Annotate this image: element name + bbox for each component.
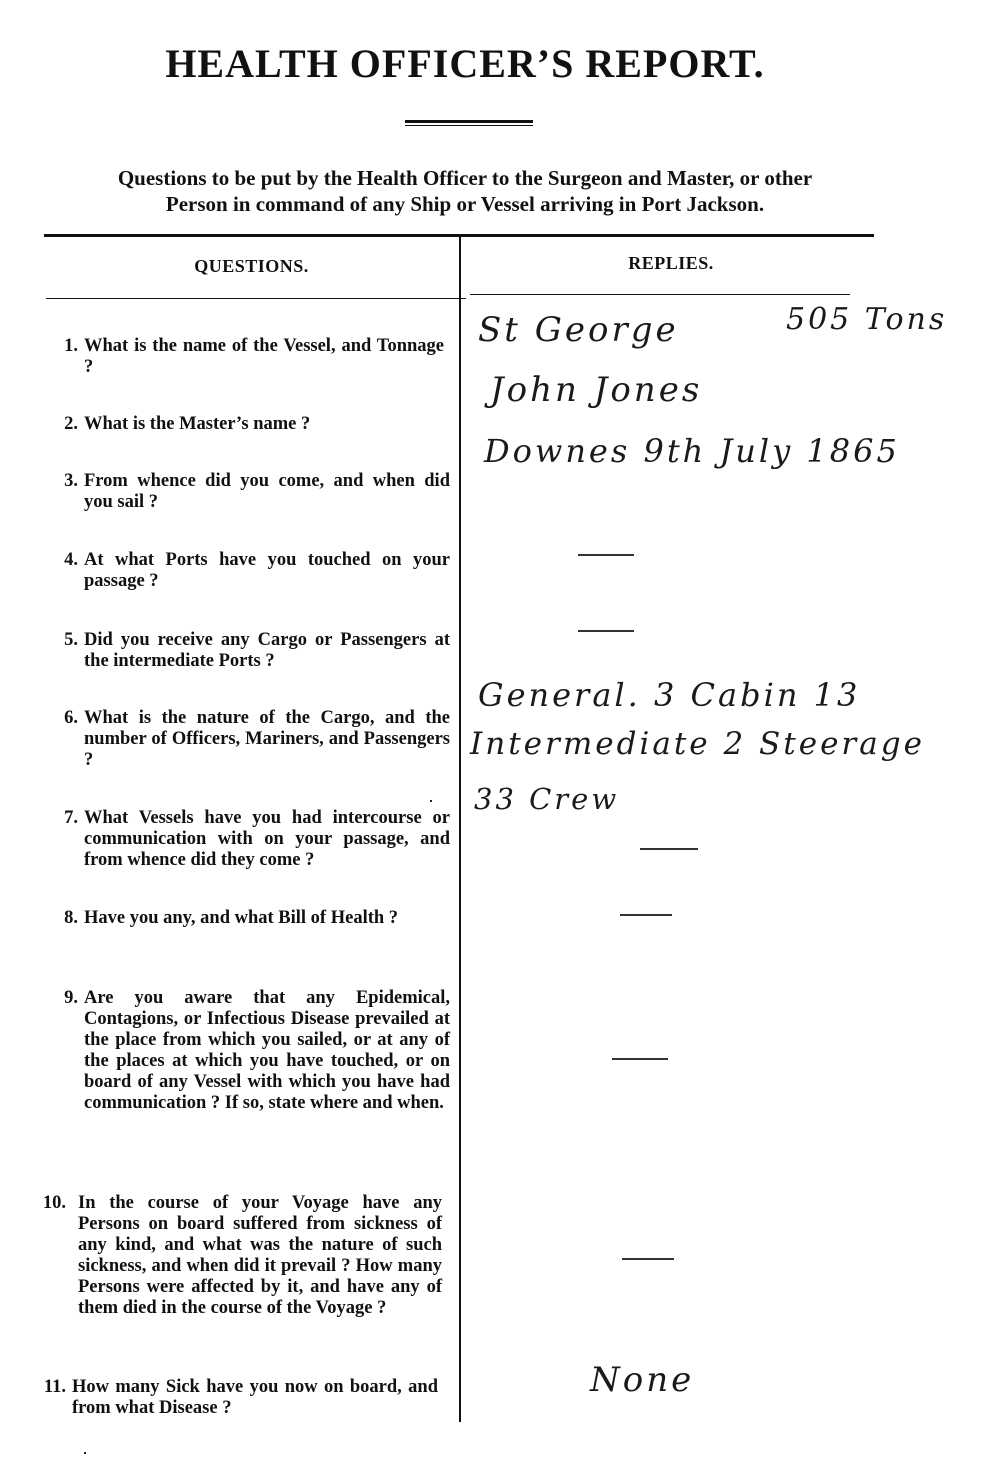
question-number: 6.	[64, 708, 78, 728]
intro-text	[30, 165, 900, 217]
page-title: HEALTH OFFICER’S REPORT.	[165, 41, 765, 86]
question-text: How many Sick have you now on board, and from what Disease ?	[72, 1377, 438, 1418]
question-text: Are you aware that any Epidemical, Contagions, or Infectious Disease prevailed at the place from which you sailed, or at any of the places at which you have touched, or on board of any Vessel with which you have had communication ? If so, state where and when.	[84, 988, 450, 1113]
question-number: 10.	[42, 1193, 66, 1213]
question-text: Have you any, and what Bill of Health ?	[84, 908, 399, 928]
question-text: What is the nature of the Cargo, and the number of Officers, Mariners, and Passengers ?	[84, 708, 450, 770]
reply-6-line-1: General. 3 Cabin 13	[478, 676, 861, 714]
question-number: 11.	[43, 1377, 66, 1397]
question-number: 2.	[64, 414, 78, 434]
reply-7-dash	[640, 848, 698, 850]
reply-10-dash	[622, 1258, 674, 1260]
replies-header: REPLIES.	[628, 253, 714, 273]
reply-3-origin-date: Downes 9th July 1865	[484, 432, 900, 470]
question-number: 8.	[64, 908, 78, 928]
question-number: 3.	[64, 471, 78, 491]
question-text: What Vessels have you had intercourse or communication with on your passage, and from whence did they come ?	[84, 808, 450, 870]
reply-8-dash	[620, 914, 672, 916]
title-rule	[405, 120, 533, 126]
reply-6-line-3: 33 Crew	[474, 782, 620, 816]
replies-header-rule	[470, 294, 850, 295]
question-number: 4.	[64, 550, 78, 570]
reply-1-vessel-name: St George	[478, 310, 679, 350]
question-text: At what Ports have you touched on your passage ?	[84, 550, 450, 591]
intro-line-1: Questions to be put by the Health Officer to the Surgeon and Master, or other	[117, 166, 813, 190]
intro-line-2: Person in command of any Ship or Vessel arriving in Port Jackson.	[165, 192, 765, 216]
questions-header-rule	[46, 298, 466, 299]
stray-mark	[430, 800, 432, 802]
question-number: 9.	[64, 988, 78, 1008]
question-number: 5.	[64, 630, 78, 650]
reply-1-tonnage: 505 Tons	[786, 302, 948, 337]
reply-2-master-name: John Jones	[490, 370, 703, 410]
reply-11: None	[590, 1360, 695, 1400]
question-text: In the course of your Voyage have any Persons on board suffered from sickness of any kind, and what was the nature of such sickness, and when did it prevail ? How many Persons were affected by it, and have any of them died in the course of the Voyage ?	[78, 1193, 442, 1318]
reply-9-dash	[612, 1058, 668, 1060]
stray-mark	[84, 1452, 86, 1454]
question-text: What is the Master’s name ?	[84, 414, 311, 434]
column-divider	[459, 236, 461, 1422]
questions-header: QUESTIONS.	[194, 256, 309, 276]
question-text: From whence did you come, and when did you sail ?	[84, 471, 450, 512]
question-number: 7.	[64, 808, 78, 828]
reply-6-line-2: Intermediate 2 Steerage	[470, 726, 925, 762]
reply-5-dash	[578, 630, 634, 632]
question-text: Did you receive any Cargo or Passengers at the intermediate Ports ?	[84, 630, 450, 671]
reply-4-dash	[578, 554, 634, 556]
question-text: What is the name of the Vessel, and Tonnage ?	[84, 336, 444, 377]
question-number: 1.	[64, 336, 78, 356]
